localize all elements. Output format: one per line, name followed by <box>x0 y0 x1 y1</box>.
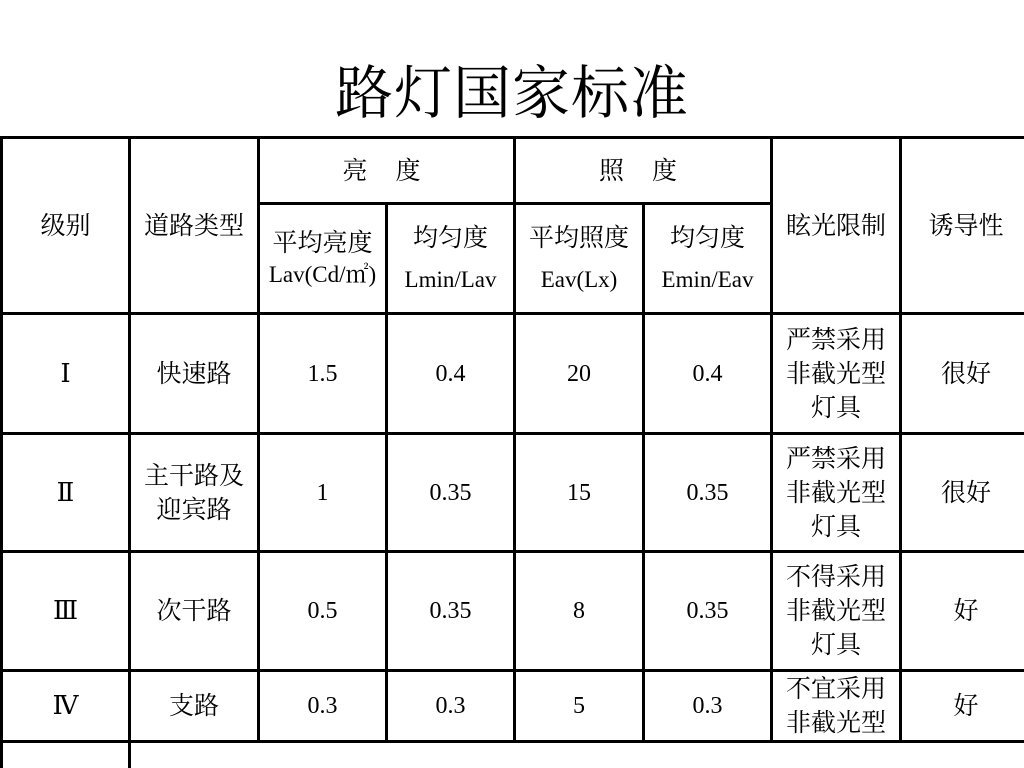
cell-avg-luminance: 1.5 <box>259 314 387 434</box>
empty-cell <box>259 742 387 768</box>
cell-glare-text: 严禁采用非截光型灯具 <box>786 324 887 422</box>
header-lum-uniformity-unit: Lmin/Lav <box>404 266 497 292</box>
cell-road-type-text: 主干路及迎宾路 <box>143 460 244 524</box>
table-row <box>2 314 1024 434</box>
table-row <box>2 671 1024 742</box>
header-illuminance-group: 照 度 <box>515 138 772 204</box>
header-avg-illuminance-unit: Eav(Lx) <box>540 266 618 292</box>
header-road-type: 道路类型 <box>130 138 259 314</box>
cell-road-type: 快速路 <box>130 314 259 434</box>
cell-level: Ⅱ <box>2 434 130 552</box>
header-lum-uniformity <box>387 204 515 314</box>
empty-cell <box>901 742 1024 768</box>
cell-guidance: 很好 <box>901 314 1024 434</box>
cell-avg-luminance: 0.5 <box>259 552 387 671</box>
cell-guidance: 很好 <box>901 434 1024 552</box>
cell-illum-uniformity: 0.4 <box>644 314 772 434</box>
cell-avg-illuminance: 20 <box>515 314 644 434</box>
cell-glare <box>772 314 901 434</box>
cell-level: Ⅳ <box>2 671 130 742</box>
table-row <box>2 434 1024 552</box>
header-lum-uniformity-name: 均匀度 <box>413 222 489 252</box>
header-level: 级别 <box>2 138 130 314</box>
cell-road-type <box>130 434 259 552</box>
header-avg-illuminance <box>515 204 644 314</box>
standards-table-container <box>0 136 1024 768</box>
empty-cell <box>2 742 130 768</box>
header-avg-illuminance-name: 平均照度 <box>529 222 630 252</box>
empty-cell <box>130 742 259 768</box>
empty-cell <box>772 742 901 768</box>
header-avg-luminance-unit: Lav(Cd/㎡) <box>268 261 377 287</box>
cell-guidance: 好 <box>901 671 1024 742</box>
cell-guidance: 好 <box>901 552 1024 671</box>
cell-avg-luminance: 0.3 <box>259 671 387 742</box>
empty-cell <box>515 742 644 768</box>
header-illum-uniformity <box>644 204 772 314</box>
cell-lum-uniformity: 0.35 <box>387 434 515 552</box>
cell-road-type: 次干路 <box>130 552 259 671</box>
page-title: 路灯国家标准 <box>334 59 689 127</box>
cell-level: Ⅰ <box>2 314 130 434</box>
cell-lum-uniformity: 0.4 <box>387 314 515 434</box>
cell-lum-uniformity: 0.35 <box>387 552 515 671</box>
table-row-empty <box>2 742 1024 768</box>
cell-glare <box>772 434 901 552</box>
empty-cell <box>644 742 772 768</box>
cell-lum-uniformity: 0.3 <box>387 671 515 742</box>
cell-avg-luminance: 1 <box>259 434 387 552</box>
cell-avg-illuminance: 8 <box>515 552 644 671</box>
cell-illum-uniformity: 0.35 <box>644 434 772 552</box>
cell-glare-text: 不宜采用非截光型 <box>786 674 887 737</box>
cell-glare <box>772 671 901 742</box>
cell-glare-text: 严禁采用非截光型灯具 <box>786 443 887 541</box>
cell-glare-text: 不得采用非截光型灯具 <box>786 562 887 659</box>
cell-illum-uniformity: 0.3 <box>644 671 772 742</box>
cell-avg-illuminance: 5 <box>515 671 644 742</box>
header-avg-luminance-name: 平均亮度 <box>272 227 373 257</box>
empty-cell <box>387 742 515 768</box>
standards-table <box>0 136 1024 768</box>
header-luminance-group: 亮 度 <box>259 138 515 204</box>
header-illum-uniformity-unit: Emin/Eav <box>661 266 754 292</box>
header-glare: 眩光限制 <box>772 138 901 314</box>
header-illum-uniformity-name: 均匀度 <box>670 222 746 252</box>
cell-glare <box>772 552 901 671</box>
header-avg-luminance <box>259 204 387 314</box>
cell-illum-uniformity: 0.35 <box>644 552 772 671</box>
table-header-row <box>2 138 1024 204</box>
table-row <box>2 552 1024 671</box>
cell-level: Ⅲ <box>2 552 130 671</box>
cell-avg-illuminance: 15 <box>515 434 644 552</box>
header-guidance: 诱导性 <box>901 138 1024 314</box>
cell-road-type: 支路 <box>130 671 259 742</box>
